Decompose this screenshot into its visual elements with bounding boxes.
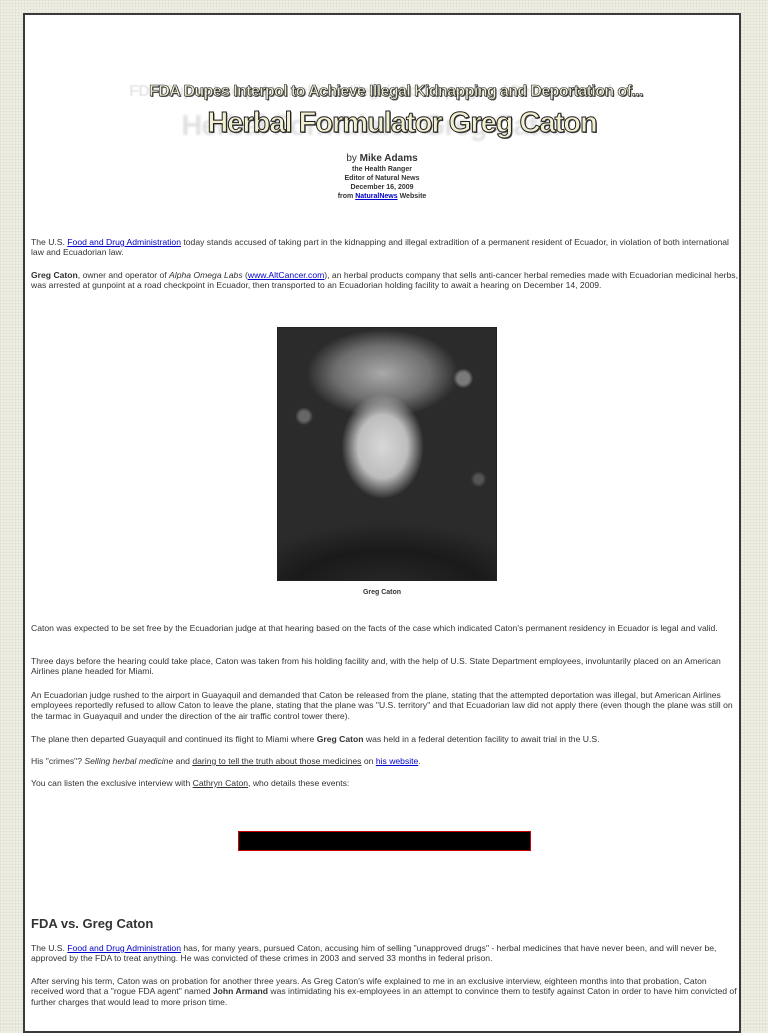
paragraph-9: The U.S. Food and Drug Administration has, for many years, pursued Caton, accusing him of selling "unapproved drugs" - herbal medicines that have never been, and will never be, approved by the FDA to treat anything. He was convicted of these crimes in 2003 and served 33 months in federal prison.	[31, 943, 717, 964]
altcancer-link[interactable]: www.AltCancer.com	[247, 270, 325, 280]
title-line-2: Herbal Formulator Greg Caton	[207, 107, 597, 139]
byline-role2: Editor of Natural News	[344, 175, 420, 182]
fda-link[interactable]: Food and Drug Administration	[67, 237, 181, 247]
byline	[25, 153, 739, 201]
photo-caption: Greg Caton	[362, 589, 402, 596]
embedded-audio-player[interactable]	[238, 831, 531, 851]
paragraph-6: The plane then departed Guayaquil and continued its flight to Miami where Greg Caton was held in a federal detention facility to await trial in the U.S.	[31, 734, 600, 744]
paragraph-1: The U.S. Food and Drug Administration today stands accused of taking part in the kidnapping and illegal extradition of a permanent resident of Ecuador, in violation of both international law and Ecuadorian law.	[31, 237, 729, 258]
byline-author: by Mike Adams	[346, 153, 418, 164]
greg-caton-photo	[277, 327, 497, 581]
paragraph-2: Greg Caton, owner and operator of Alpha Omega Labs (www.AltCancer.com), an herbal products company that sells anti-cancer herbal remedies made with Ecuadorian medicinal herbs, was arrested at gunpoint at a road checkpoint in Ecuador, then transported to an Ecuadorian holding facility to await a hearing on December 14, 2009.	[31, 270, 738, 291]
paragraph-4: Three days before the hearing could take place, Caton was taken from his holding facility and, with the help of U.S. State Department employees, involuntarily placed on an American Airlines plane headed for Miami.	[31, 656, 721, 677]
truth-link[interactable]: daring to tell the truth about those medicines	[192, 756, 362, 766]
fda-link-2[interactable]: Food and Drug Administration	[67, 943, 181, 953]
naturalnews-link[interactable]: NaturalNews	[355, 193, 398, 200]
his-website-link[interactable]: his website	[375, 756, 419, 766]
byline-date: December 16, 2009	[350, 184, 414, 191]
paragraph-5: An Ecuadorian judge rushed to the airport in Guayaquil and demanded that Caton be released from the plane, stating that the attempted deportation was illegal, but American Airlines employees reportedly refused to allow Caton to leave the plane, stating that the plane was "U.S. territory" and that Ecuadorian law did not apply there (even though the plane was still on the tarmac in Guayaquil and under the direction of the air traffic control tower there).	[31, 690, 733, 721]
byline-source: from NaturalNews Website	[337, 193, 427, 200]
article-page	[23, 13, 741, 1033]
section-heading: FDA vs. Greg Caton	[31, 916, 154, 931]
title-line-1: FDA Dupes Interpol to Achieve Illegal Kidnapping and Deportation of...	[149, 83, 643, 100]
paragraph-3: Caton was expected to be set free by the Ecuadorian judge at that hearing based on the facts of the case which indicated Caton's permanent residency in Ecuador is legal and valid.	[31, 623, 718, 633]
paragraph-7: His "crimes"? Selling herbal medicine and daring to tell the truth about those medicines on his website.	[31, 756, 421, 766]
paragraph-8: You can listen the exclusive interview with Cathryn Caton, who details these events:	[31, 778, 350, 788]
cathryn-caton-link[interactable]: Cathryn Caton	[192, 778, 249, 788]
paragraph-10: After serving his term, Caton was on probation for another three years. As Greg Caton's wife explained to me in an exclusive interview, eighteen months into that probation, Caton received word that a "rogue FDA agent" named John Armand was intimidating his ex-employees in an attempt to convince them to testify against Caton in order to have him convicted of further charges that would lead to more prison time.	[31, 976, 737, 1007]
byline-role1: the Health Ranger	[352, 166, 412, 173]
